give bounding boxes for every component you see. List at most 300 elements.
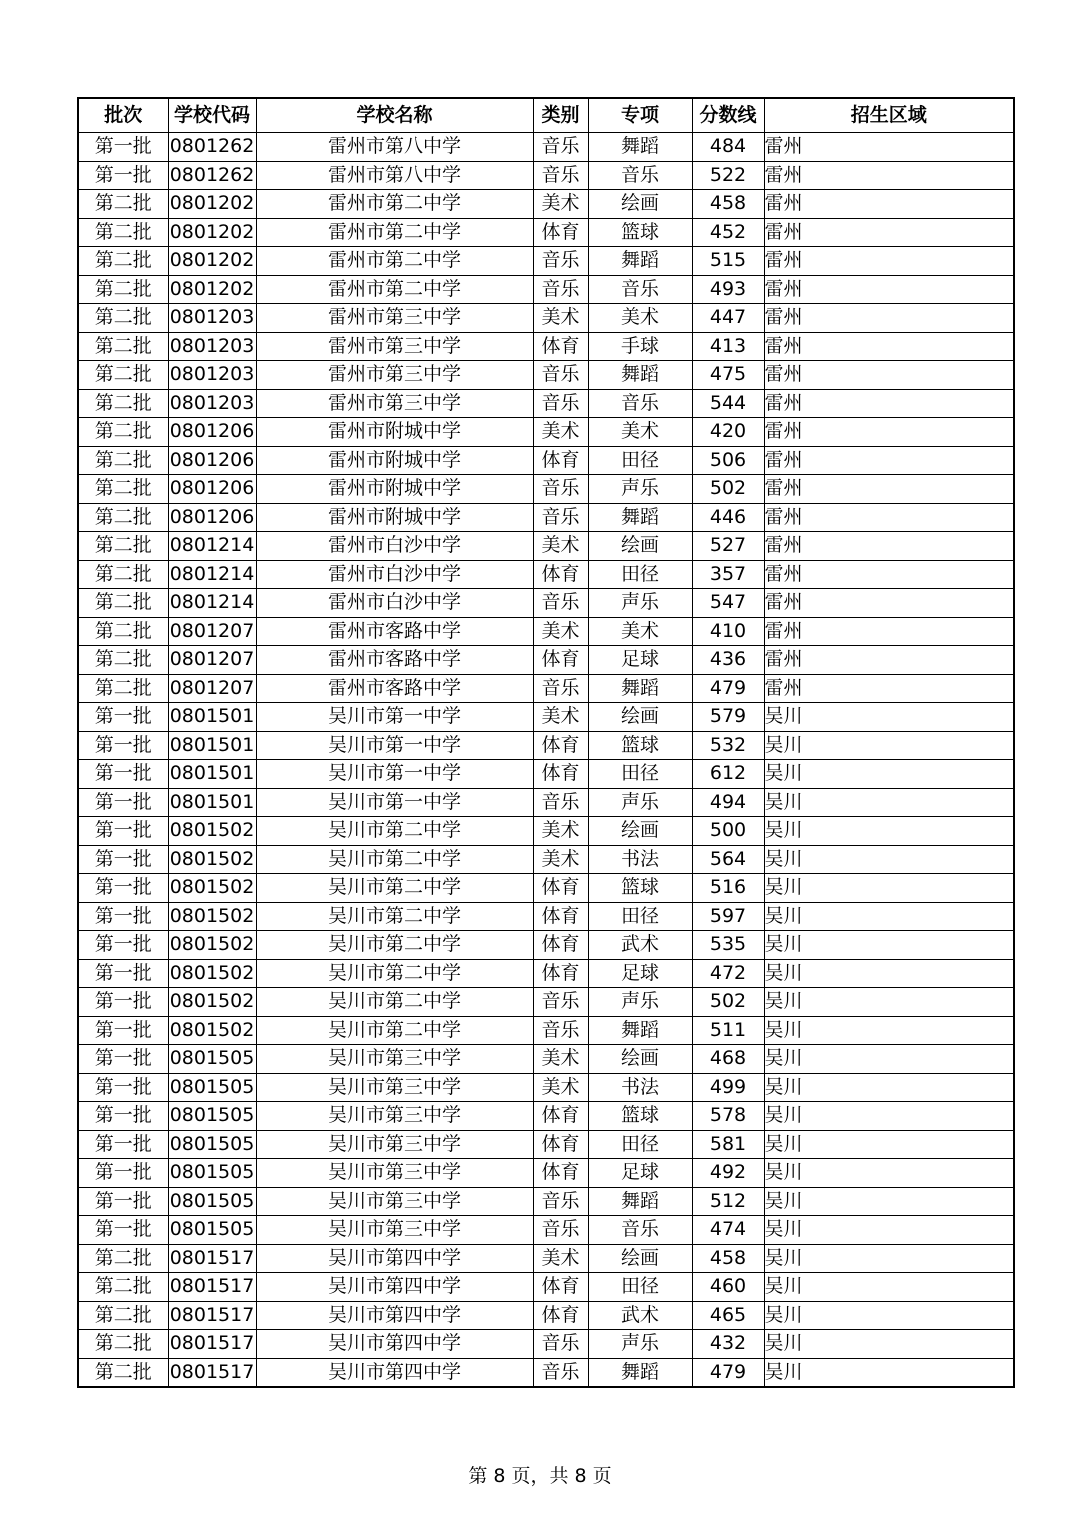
score-cell: 499 bbox=[692, 1073, 764, 1102]
school-name-cell: 吴川市第二中学 bbox=[256, 959, 533, 988]
specialty-cell: 音乐 bbox=[588, 161, 692, 190]
area-cell: 雷州 bbox=[764, 133, 1014, 162]
school-name-cell: 雷州市附城中学 bbox=[256, 503, 533, 532]
header-batch: 批次 bbox=[78, 98, 168, 133]
score-cell: 447 bbox=[692, 304, 764, 333]
school-code-cell: 0801203 bbox=[168, 361, 256, 390]
area-cell: 雷州 bbox=[764, 304, 1014, 333]
school-code-cell: 0801502 bbox=[168, 845, 256, 874]
score-cell: 500 bbox=[692, 817, 764, 846]
area-cell: 雷州 bbox=[764, 190, 1014, 219]
category-cell: 美术 bbox=[533, 703, 588, 732]
specialty-cell: 绘画 bbox=[588, 190, 692, 219]
batch-cell: 第一批 bbox=[78, 1130, 168, 1159]
score-cell: 612 bbox=[692, 760, 764, 789]
specialty-cell: 田径 bbox=[588, 760, 692, 789]
specialty-cell: 舞蹈 bbox=[588, 674, 692, 703]
school-code-cell: 0801206 bbox=[168, 503, 256, 532]
batch-cell: 第二批 bbox=[78, 332, 168, 361]
batch-cell: 第二批 bbox=[78, 503, 168, 532]
table-row bbox=[78, 902, 1014, 931]
specialty-cell: 音乐 bbox=[588, 389, 692, 418]
table-row bbox=[78, 589, 1014, 618]
score-cell: 516 bbox=[692, 874, 764, 903]
school-code-cell: 0801501 bbox=[168, 760, 256, 789]
batch-cell: 第二批 bbox=[78, 646, 168, 675]
table-row bbox=[78, 304, 1014, 333]
specialty-cell: 绘画 bbox=[588, 1045, 692, 1074]
table-row bbox=[78, 133, 1014, 162]
category-cell: 体育 bbox=[533, 931, 588, 960]
specialty-cell: 声乐 bbox=[588, 788, 692, 817]
header-score-line: 分数线 bbox=[692, 98, 764, 133]
category-cell: 美术 bbox=[533, 617, 588, 646]
school-name-cell: 雷州市白沙中学 bbox=[256, 560, 533, 589]
area-cell: 吴川 bbox=[764, 1358, 1014, 1387]
batch-cell: 第一批 bbox=[78, 1102, 168, 1131]
school-name-cell: 雷州市第二中学 bbox=[256, 218, 533, 247]
score-cell: 527 bbox=[692, 532, 764, 561]
table-row bbox=[78, 560, 1014, 589]
specialty-cell: 书法 bbox=[588, 1073, 692, 1102]
area-cell: 吴川 bbox=[764, 1216, 1014, 1245]
table-row bbox=[78, 845, 1014, 874]
score-cell: 436 bbox=[692, 646, 764, 675]
school-name-cell: 吴川市第四中学 bbox=[256, 1330, 533, 1359]
score-cell: 493 bbox=[692, 275, 764, 304]
area-cell: 吴川 bbox=[764, 845, 1014, 874]
school-code-cell: 0801206 bbox=[168, 475, 256, 504]
specialty-cell: 美术 bbox=[588, 418, 692, 447]
batch-cell: 第二批 bbox=[78, 418, 168, 447]
specialty-cell: 田径 bbox=[588, 446, 692, 475]
school-code-cell: 0801502 bbox=[168, 988, 256, 1017]
batch-cell: 第二批 bbox=[78, 304, 168, 333]
table-row bbox=[78, 1016, 1014, 1045]
school-code-cell: 0801517 bbox=[168, 1244, 256, 1273]
score-cell: 511 bbox=[692, 1016, 764, 1045]
area-cell: 雷州 bbox=[764, 218, 1014, 247]
school-code-cell: 0801207 bbox=[168, 617, 256, 646]
table-row bbox=[78, 1216, 1014, 1245]
school-code-cell: 0801517 bbox=[168, 1358, 256, 1387]
specialty-cell: 音乐 bbox=[588, 275, 692, 304]
specialty-cell: 田径 bbox=[588, 902, 692, 931]
school-code-cell: 0801505 bbox=[168, 1073, 256, 1102]
area-cell: 雷州 bbox=[764, 475, 1014, 504]
area-cell: 雷州 bbox=[764, 617, 1014, 646]
area-cell: 吴川 bbox=[764, 931, 1014, 960]
table-row bbox=[78, 1187, 1014, 1216]
category-cell: 美术 bbox=[533, 1045, 588, 1074]
table-row bbox=[78, 1073, 1014, 1102]
area-cell: 吴川 bbox=[764, 703, 1014, 732]
school-code-cell: 0801502 bbox=[168, 817, 256, 846]
table-row bbox=[78, 817, 1014, 846]
table-row bbox=[78, 874, 1014, 903]
category-cell: 音乐 bbox=[533, 1187, 588, 1216]
table-row bbox=[78, 1358, 1014, 1387]
score-cell: 479 bbox=[692, 674, 764, 703]
school-name-cell: 雷州市第八中学 bbox=[256, 161, 533, 190]
score-cell: 468 bbox=[692, 1045, 764, 1074]
school-name-cell: 吴川市第三中学 bbox=[256, 1216, 533, 1245]
school-name-cell: 雷州市第八中学 bbox=[256, 133, 533, 162]
score-cell: 564 bbox=[692, 845, 764, 874]
category-cell: 体育 bbox=[533, 731, 588, 760]
batch-cell: 第二批 bbox=[78, 589, 168, 618]
category-cell: 美术 bbox=[533, 845, 588, 874]
school-name-cell: 吴川市第四中学 bbox=[256, 1358, 533, 1387]
area-cell: 雷州 bbox=[764, 503, 1014, 532]
category-cell: 体育 bbox=[533, 902, 588, 931]
batch-cell: 第一批 bbox=[78, 760, 168, 789]
school-name-cell: 雷州市白沙中学 bbox=[256, 532, 533, 561]
table-row bbox=[78, 988, 1014, 1017]
school-code-cell: 0801517 bbox=[168, 1273, 256, 1302]
specialty-cell: 绘画 bbox=[588, 532, 692, 561]
specialty-cell: 田径 bbox=[588, 560, 692, 589]
category-cell: 音乐 bbox=[533, 275, 588, 304]
header-school-name: 学校名称 bbox=[256, 98, 533, 133]
specialty-cell: 舞蹈 bbox=[588, 247, 692, 276]
specialty-cell: 武术 bbox=[588, 931, 692, 960]
category-cell: 美术 bbox=[533, 817, 588, 846]
category-cell: 美术 bbox=[533, 304, 588, 333]
table-row bbox=[78, 418, 1014, 447]
batch-cell: 第二批 bbox=[78, 190, 168, 219]
school-name-cell: 雷州市客路中学 bbox=[256, 617, 533, 646]
batch-cell: 第一批 bbox=[78, 731, 168, 760]
school-name-cell: 雷州市第二中学 bbox=[256, 190, 533, 219]
batch-cell: 第二批 bbox=[78, 674, 168, 703]
category-cell: 美术 bbox=[533, 418, 588, 447]
batch-cell: 第二批 bbox=[78, 1358, 168, 1387]
school-name-cell: 吴川市第一中学 bbox=[256, 760, 533, 789]
specialty-cell: 田径 bbox=[588, 1273, 692, 1302]
specialty-cell: 篮球 bbox=[588, 218, 692, 247]
batch-cell: 第二批 bbox=[78, 617, 168, 646]
category-cell: 体育 bbox=[533, 874, 588, 903]
batch-cell: 第一批 bbox=[78, 817, 168, 846]
batch-cell: 第二批 bbox=[78, 1273, 168, 1302]
school-name-cell: 吴川市第一中学 bbox=[256, 703, 533, 732]
batch-cell: 第二批 bbox=[78, 361, 168, 390]
batch-cell: 第一批 bbox=[78, 1073, 168, 1102]
area-cell: 吴川 bbox=[764, 874, 1014, 903]
school-code-cell: 0801505 bbox=[168, 1187, 256, 1216]
specialty-cell: 绘画 bbox=[588, 1244, 692, 1273]
school-code-cell: 0801206 bbox=[168, 418, 256, 447]
table-row bbox=[78, 1330, 1014, 1359]
table-row bbox=[78, 1301, 1014, 1330]
school-name-cell: 雷州市附城中学 bbox=[256, 446, 533, 475]
batch-cell: 第一批 bbox=[78, 902, 168, 931]
category-cell: 音乐 bbox=[533, 247, 588, 276]
score-cell: 522 bbox=[692, 161, 764, 190]
school-code-cell: 0801505 bbox=[168, 1159, 256, 1188]
score-cell: 544 bbox=[692, 389, 764, 418]
table-row bbox=[78, 247, 1014, 276]
specialty-cell: 绘画 bbox=[588, 817, 692, 846]
category-cell: 音乐 bbox=[533, 503, 588, 532]
school-code-cell: 0801502 bbox=[168, 902, 256, 931]
table-row bbox=[78, 731, 1014, 760]
area-cell: 雷州 bbox=[764, 674, 1014, 703]
batch-cell: 第一批 bbox=[78, 845, 168, 874]
category-cell: 音乐 bbox=[533, 1016, 588, 1045]
category-cell: 体育 bbox=[533, 1301, 588, 1330]
category-cell: 体育 bbox=[533, 1159, 588, 1188]
score-cell: 506 bbox=[692, 446, 764, 475]
table-row bbox=[78, 275, 1014, 304]
area-cell: 吴川 bbox=[764, 1301, 1014, 1330]
category-cell: 美术 bbox=[533, 190, 588, 219]
table-row bbox=[78, 161, 1014, 190]
batch-cell: 第二批 bbox=[78, 532, 168, 561]
area-cell: 吴川 bbox=[764, 1045, 1014, 1074]
area-cell: 吴川 bbox=[764, 988, 1014, 1017]
school-code-cell: 0801505 bbox=[168, 1130, 256, 1159]
table-row bbox=[78, 788, 1014, 817]
school-name-cell: 吴川市第三中学 bbox=[256, 1159, 533, 1188]
area-cell: 雷州 bbox=[764, 247, 1014, 276]
area-cell: 雷州 bbox=[764, 446, 1014, 475]
school-code-cell: 0801214 bbox=[168, 532, 256, 561]
school-name-cell: 吴川市第三中学 bbox=[256, 1073, 533, 1102]
specialty-cell: 舞蹈 bbox=[588, 1016, 692, 1045]
school-name-cell: 雷州市客路中学 bbox=[256, 646, 533, 675]
table-row bbox=[78, 674, 1014, 703]
score-cell: 479 bbox=[692, 1358, 764, 1387]
table-row bbox=[78, 760, 1014, 789]
batch-cell: 第一批 bbox=[78, 133, 168, 162]
score-cell: 578 bbox=[692, 1102, 764, 1131]
school-name-cell: 吴川市第一中学 bbox=[256, 788, 533, 817]
school-code-cell: 0801202 bbox=[168, 190, 256, 219]
specialty-cell: 书法 bbox=[588, 845, 692, 874]
school-code-cell: 0801262 bbox=[168, 133, 256, 162]
batch-cell: 第二批 bbox=[78, 560, 168, 589]
header-school-code: 学校代码 bbox=[168, 98, 256, 133]
school-code-cell: 0801505 bbox=[168, 1102, 256, 1131]
score-cell: 532 bbox=[692, 731, 764, 760]
score-cell: 472 bbox=[692, 959, 764, 988]
school-name-cell: 雷州市附城中学 bbox=[256, 475, 533, 504]
area-cell: 雷州 bbox=[764, 589, 1014, 618]
area-cell: 雷州 bbox=[764, 532, 1014, 561]
school-name-cell: 吴川市第三中学 bbox=[256, 1102, 533, 1131]
area-cell: 雷州 bbox=[764, 646, 1014, 675]
school-name-cell: 雷州市附城中学 bbox=[256, 418, 533, 447]
category-cell: 美术 bbox=[533, 1244, 588, 1273]
school-code-cell: 0801206 bbox=[168, 446, 256, 475]
score-cell: 410 bbox=[692, 617, 764, 646]
batch-cell: 第二批 bbox=[78, 389, 168, 418]
header-specialty: 专项 bbox=[588, 98, 692, 133]
specialty-cell: 足球 bbox=[588, 1159, 692, 1188]
score-cell: 535 bbox=[692, 931, 764, 960]
category-cell: 音乐 bbox=[533, 674, 588, 703]
school-name-cell: 吴川市第三中学 bbox=[256, 1045, 533, 1074]
school-code-cell: 0801214 bbox=[168, 589, 256, 618]
category-cell: 音乐 bbox=[533, 161, 588, 190]
school-name-cell: 雷州市第三中学 bbox=[256, 304, 533, 333]
batch-cell: 第二批 bbox=[78, 475, 168, 504]
specialty-cell: 舞蹈 bbox=[588, 1187, 692, 1216]
category-cell: 体育 bbox=[533, 1102, 588, 1131]
table-row bbox=[78, 361, 1014, 390]
category-cell: 体育 bbox=[533, 332, 588, 361]
batch-cell: 第一批 bbox=[78, 788, 168, 817]
batch-cell: 第二批 bbox=[78, 247, 168, 276]
batch-cell: 第二批 bbox=[78, 1244, 168, 1273]
batch-cell: 第一批 bbox=[78, 1045, 168, 1074]
school-code-cell: 0801202 bbox=[168, 275, 256, 304]
area-cell: 吴川 bbox=[764, 1073, 1014, 1102]
table-row bbox=[78, 1045, 1014, 1074]
table-row bbox=[78, 1159, 1014, 1188]
school-name-cell: 吴川市第四中学 bbox=[256, 1301, 533, 1330]
batch-cell: 第二批 bbox=[78, 218, 168, 247]
school-name-cell: 雷州市第二中学 bbox=[256, 247, 533, 276]
area-cell: 吴川 bbox=[764, 1244, 1014, 1273]
school-name-cell: 雷州市第三中学 bbox=[256, 332, 533, 361]
table-row bbox=[78, 1130, 1014, 1159]
specialty-cell: 篮球 bbox=[588, 1102, 692, 1131]
score-cell: 579 bbox=[692, 703, 764, 732]
area-cell: 吴川 bbox=[764, 1273, 1014, 1302]
school-code-cell: 0801203 bbox=[168, 304, 256, 333]
school-name-cell: 吴川市第二中学 bbox=[256, 902, 533, 931]
score-cell: 492 bbox=[692, 1159, 764, 1188]
school-name-cell: 雷州市第二中学 bbox=[256, 275, 533, 304]
specialty-cell: 田径 bbox=[588, 1130, 692, 1159]
school-code-cell: 0801202 bbox=[168, 247, 256, 276]
category-cell: 音乐 bbox=[533, 988, 588, 1017]
school-code-cell: 0801262 bbox=[168, 161, 256, 190]
admission-score-table bbox=[77, 97, 1015, 1388]
table-row bbox=[78, 1273, 1014, 1302]
batch-cell: 第一批 bbox=[78, 1187, 168, 1216]
category-cell: 体育 bbox=[533, 446, 588, 475]
school-name-cell: 吴川市第二中学 bbox=[256, 988, 533, 1017]
category-cell: 体育 bbox=[533, 218, 588, 247]
school-code-cell: 0801502 bbox=[168, 931, 256, 960]
score-cell: 446 bbox=[692, 503, 764, 532]
school-name-cell: 吴川市第四中学 bbox=[256, 1244, 533, 1273]
school-code-cell: 0801501 bbox=[168, 731, 256, 760]
score-cell: 484 bbox=[692, 133, 764, 162]
category-cell: 音乐 bbox=[533, 1330, 588, 1359]
table-row bbox=[78, 703, 1014, 732]
score-cell: 452 bbox=[692, 218, 764, 247]
area-cell: 雷州 bbox=[764, 361, 1014, 390]
category-cell: 音乐 bbox=[533, 389, 588, 418]
specialty-cell: 舞蹈 bbox=[588, 503, 692, 532]
score-cell: 474 bbox=[692, 1216, 764, 1245]
school-code-cell: 0801502 bbox=[168, 874, 256, 903]
school-name-cell: 吴川市第二中学 bbox=[256, 874, 533, 903]
score-cell: 458 bbox=[692, 1244, 764, 1273]
category-cell: 体育 bbox=[533, 560, 588, 589]
specialty-cell: 声乐 bbox=[588, 988, 692, 1017]
school-name-cell: 吴川市第二中学 bbox=[256, 845, 533, 874]
specialty-cell: 美术 bbox=[588, 617, 692, 646]
category-cell: 音乐 bbox=[533, 589, 588, 618]
school-code-cell: 0801505 bbox=[168, 1216, 256, 1245]
header-category: 类别 bbox=[533, 98, 588, 133]
category-cell: 体育 bbox=[533, 1273, 588, 1302]
batch-cell: 第一批 bbox=[78, 931, 168, 960]
score-cell: 515 bbox=[692, 247, 764, 276]
specialty-cell: 篮球 bbox=[588, 731, 692, 760]
school-code-cell: 0801502 bbox=[168, 1016, 256, 1045]
table-row bbox=[78, 475, 1014, 504]
specialty-cell: 武术 bbox=[588, 1301, 692, 1330]
score-cell: 502 bbox=[692, 475, 764, 504]
category-cell: 体育 bbox=[533, 1130, 588, 1159]
area-cell: 吴川 bbox=[764, 760, 1014, 789]
batch-cell: 第一批 bbox=[78, 1016, 168, 1045]
table-row bbox=[78, 931, 1014, 960]
school-name-cell: 吴川市第二中学 bbox=[256, 931, 533, 960]
batch-cell: 第一批 bbox=[78, 161, 168, 190]
specialty-cell: 音乐 bbox=[588, 1216, 692, 1245]
score-cell: 413 bbox=[692, 332, 764, 361]
school-code-cell: 0801505 bbox=[168, 1045, 256, 1074]
school-code-cell: 0801203 bbox=[168, 389, 256, 418]
batch-cell: 第一批 bbox=[78, 1159, 168, 1188]
school-name-cell: 吴川市第二中学 bbox=[256, 1016, 533, 1045]
area-cell: 吴川 bbox=[764, 902, 1014, 931]
score-cell: 494 bbox=[692, 788, 764, 817]
area-cell: 吴川 bbox=[764, 731, 1014, 760]
table-row bbox=[78, 532, 1014, 561]
specialty-cell: 声乐 bbox=[588, 1330, 692, 1359]
score-cell: 581 bbox=[692, 1130, 764, 1159]
score-cell: 512 bbox=[692, 1187, 764, 1216]
category-cell: 音乐 bbox=[533, 133, 588, 162]
area-cell: 吴川 bbox=[764, 1130, 1014, 1159]
batch-cell: 第一批 bbox=[78, 959, 168, 988]
area-cell: 雷州 bbox=[764, 389, 1014, 418]
table-row bbox=[78, 646, 1014, 675]
table-row bbox=[78, 389, 1014, 418]
school-code-cell: 0801501 bbox=[168, 788, 256, 817]
table-row bbox=[78, 446, 1014, 475]
score-cell: 465 bbox=[692, 1301, 764, 1330]
score-cell: 357 bbox=[692, 560, 764, 589]
school-name-cell: 雷州市第三中学 bbox=[256, 389, 533, 418]
table-header-row bbox=[78, 98, 1014, 133]
category-cell: 音乐 bbox=[533, 1216, 588, 1245]
score-cell: 475 bbox=[692, 361, 764, 390]
category-cell: 音乐 bbox=[533, 475, 588, 504]
school-name-cell: 吴川市第三中学 bbox=[256, 1187, 533, 1216]
school-code-cell: 0801214 bbox=[168, 560, 256, 589]
specialty-cell: 舞蹈 bbox=[588, 1358, 692, 1387]
school-code-cell: 0801207 bbox=[168, 646, 256, 675]
specialty-cell: 足球 bbox=[588, 959, 692, 988]
area-cell: 雷州 bbox=[764, 275, 1014, 304]
category-cell: 音乐 bbox=[533, 361, 588, 390]
batch-cell: 第二批 bbox=[78, 446, 168, 475]
header-enrollment-area: 招生区域 bbox=[764, 98, 1014, 133]
table-row bbox=[78, 190, 1014, 219]
batch-cell: 第一批 bbox=[78, 874, 168, 903]
table-row bbox=[78, 617, 1014, 646]
